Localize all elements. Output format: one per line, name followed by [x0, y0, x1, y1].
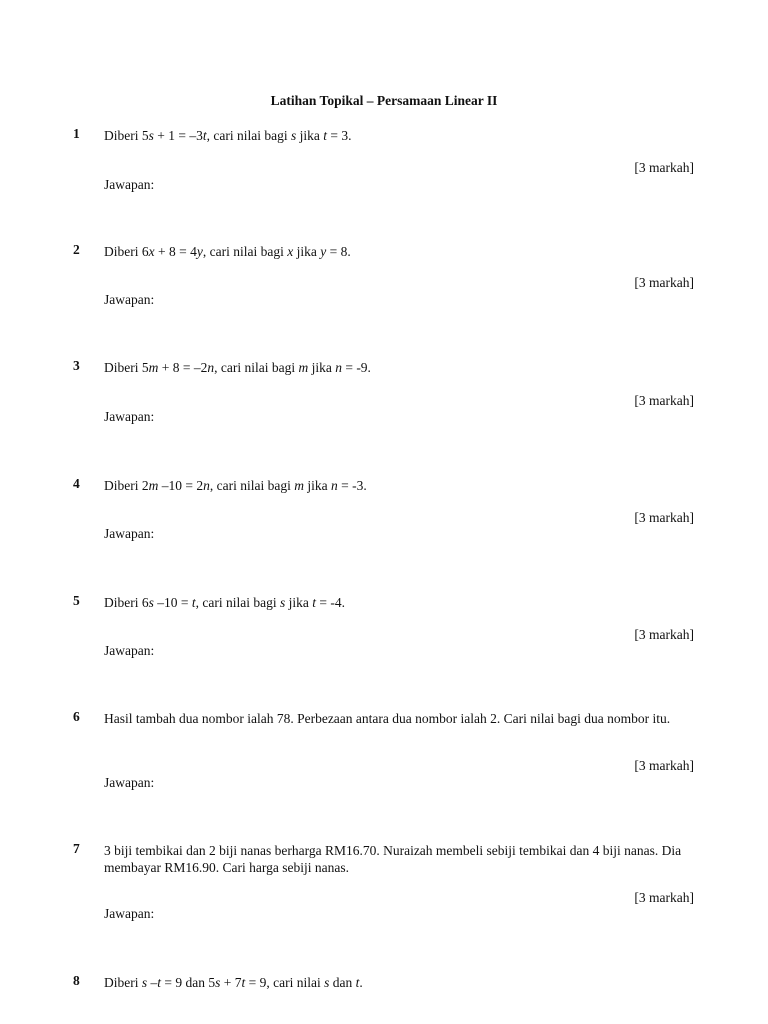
- marks-label: [3 markah]: [634, 275, 694, 290]
- question-number: 3: [73, 358, 80, 373]
- text-segment: , cari nilai bagi: [206, 128, 291, 143]
- question-number: 6: [73, 709, 80, 724]
- question-text: [104, 842, 694, 876]
- text-segment: Diberi: [104, 975, 142, 990]
- text-segment: .: [359, 975, 363, 990]
- question-text: [104, 477, 694, 494]
- math-variable: x: [287, 244, 294, 259]
- text-segment: dan: [329, 975, 356, 990]
- text-segment: = 8.: [326, 244, 351, 259]
- math-variable: t: [312, 595, 317, 610]
- marks-label: [3 markah]: [634, 890, 694, 905]
- math-variable: n: [335, 360, 342, 375]
- math-variable: n: [330, 478, 338, 493]
- answer-label: Jawapan:: [104, 526, 155, 541]
- math-variable: m: [148, 478, 159, 493]
- text-segment: jika: [303, 478, 331, 493]
- text-segment: , cari nilai bagi: [214, 360, 299, 375]
- marks-label: [3 markah]: [634, 510, 694, 525]
- text-segment: Diberi 5: [104, 128, 149, 143]
- math-variable: m: [294, 478, 304, 493]
- text-segment: 3 biji tembikai dan 2 biji nanas berharga RM16.70. Nuraizah membeli sebiji tembikai dan 4 biji nanas. Dia membayar RM16.90. Cari harga sebiji nanas.: [104, 843, 682, 875]
- math-variable: s: [290, 128, 297, 143]
- math-variable: n: [207, 360, 215, 375]
- answer-label: Jawapan:: [104, 409, 155, 424]
- text-segment: = 3.: [327, 128, 352, 143]
- question-number: 4: [73, 476, 80, 491]
- math-variable: t: [323, 128, 328, 143]
- math-variable: y: [320, 244, 327, 259]
- math-variable: m: [298, 360, 309, 375]
- text-segment: + 8 = –2: [158, 360, 208, 375]
- question-text: [104, 594, 694, 611]
- text-segment: = -9.: [341, 360, 371, 375]
- text-segment: –10 =: [153, 595, 192, 610]
- answer-label: Jawapan:: [104, 906, 155, 921]
- math-variable: s: [148, 128, 154, 143]
- marks-label: [3 markah]: [634, 627, 694, 642]
- text-segment: Hasil tambah dua nombor ialah 78. Perbezaan antara dua nombor ialah 2. Cari nilai bagi dua nombor itu.: [104, 711, 671, 726]
- text-segment: = -3.: [337, 478, 367, 493]
- text-segment: , cari nilai bagi: [202, 244, 288, 259]
- marks-label: [3 markah]: [634, 160, 694, 175]
- text-segment: = 9, cari nilai: [245, 975, 325, 990]
- answer-label: Jawapan:: [104, 775, 155, 790]
- question-number: 5: [73, 593, 80, 608]
- text-segment: + 8 = 4: [154, 244, 197, 259]
- answer-label: Jawapan:: [104, 177, 155, 192]
- math-variable: x: [148, 244, 155, 259]
- text-segment: + 1 = –3: [153, 128, 203, 143]
- question-text: [104, 974, 694, 991]
- text-segment: –10 = 2: [158, 478, 204, 493]
- text-segment: Diberi 6: [104, 595, 149, 610]
- math-variable: m: [148, 360, 159, 375]
- text-segment: jika: [308, 360, 336, 375]
- question-text: [104, 243, 694, 260]
- math-variable: s: [215, 975, 221, 990]
- math-variable: s: [280, 595, 286, 610]
- answer-label: Jawapan:: [104, 643, 155, 658]
- page-title: Latihan Topikal – Persamaan Linear II: [270, 93, 498, 108]
- math-variable: y: [196, 244, 203, 259]
- math-variable: t: [241, 975, 246, 990]
- text-segment: + 7: [220, 975, 242, 990]
- text-segment: jika: [296, 128, 324, 143]
- text-segment: –: [147, 975, 158, 990]
- answer-label: Jawapan:: [104, 292, 155, 307]
- math-variable: t: [202, 128, 207, 143]
- math-variable: t: [355, 975, 360, 990]
- question-number: 7: [73, 841, 80, 856]
- question-number: 1: [73, 126, 80, 141]
- text-segment: jika: [285, 595, 313, 610]
- question-text: [104, 359, 694, 376]
- marks-label: [3 markah]: [634, 758, 694, 773]
- math-variable: s: [141, 975, 148, 990]
- math-variable: s: [148, 595, 154, 610]
- question-number: 2: [73, 242, 80, 257]
- text-segment: Diberi 5: [104, 360, 149, 375]
- text-segment: Diberi 6: [104, 244, 149, 259]
- text-segment: Diberi 2: [104, 478, 149, 493]
- text-segment: = -4.: [316, 595, 346, 610]
- text-segment: , cari nilai bagi: [209, 478, 295, 493]
- marks-label: [3 markah]: [634, 393, 694, 408]
- math-variable: t: [157, 975, 162, 990]
- text-segment: = 9 dan 5: [161, 975, 216, 990]
- text-segment: jika: [293, 244, 321, 259]
- math-variable: n: [203, 478, 210, 493]
- question-text: [104, 127, 694, 144]
- question-text: [104, 710, 694, 727]
- text-segment: , cari nilai bagi: [195, 595, 280, 610]
- question-number: 8: [73, 973, 80, 988]
- math-variable: s: [324, 975, 330, 990]
- math-variable: t: [191, 595, 196, 610]
